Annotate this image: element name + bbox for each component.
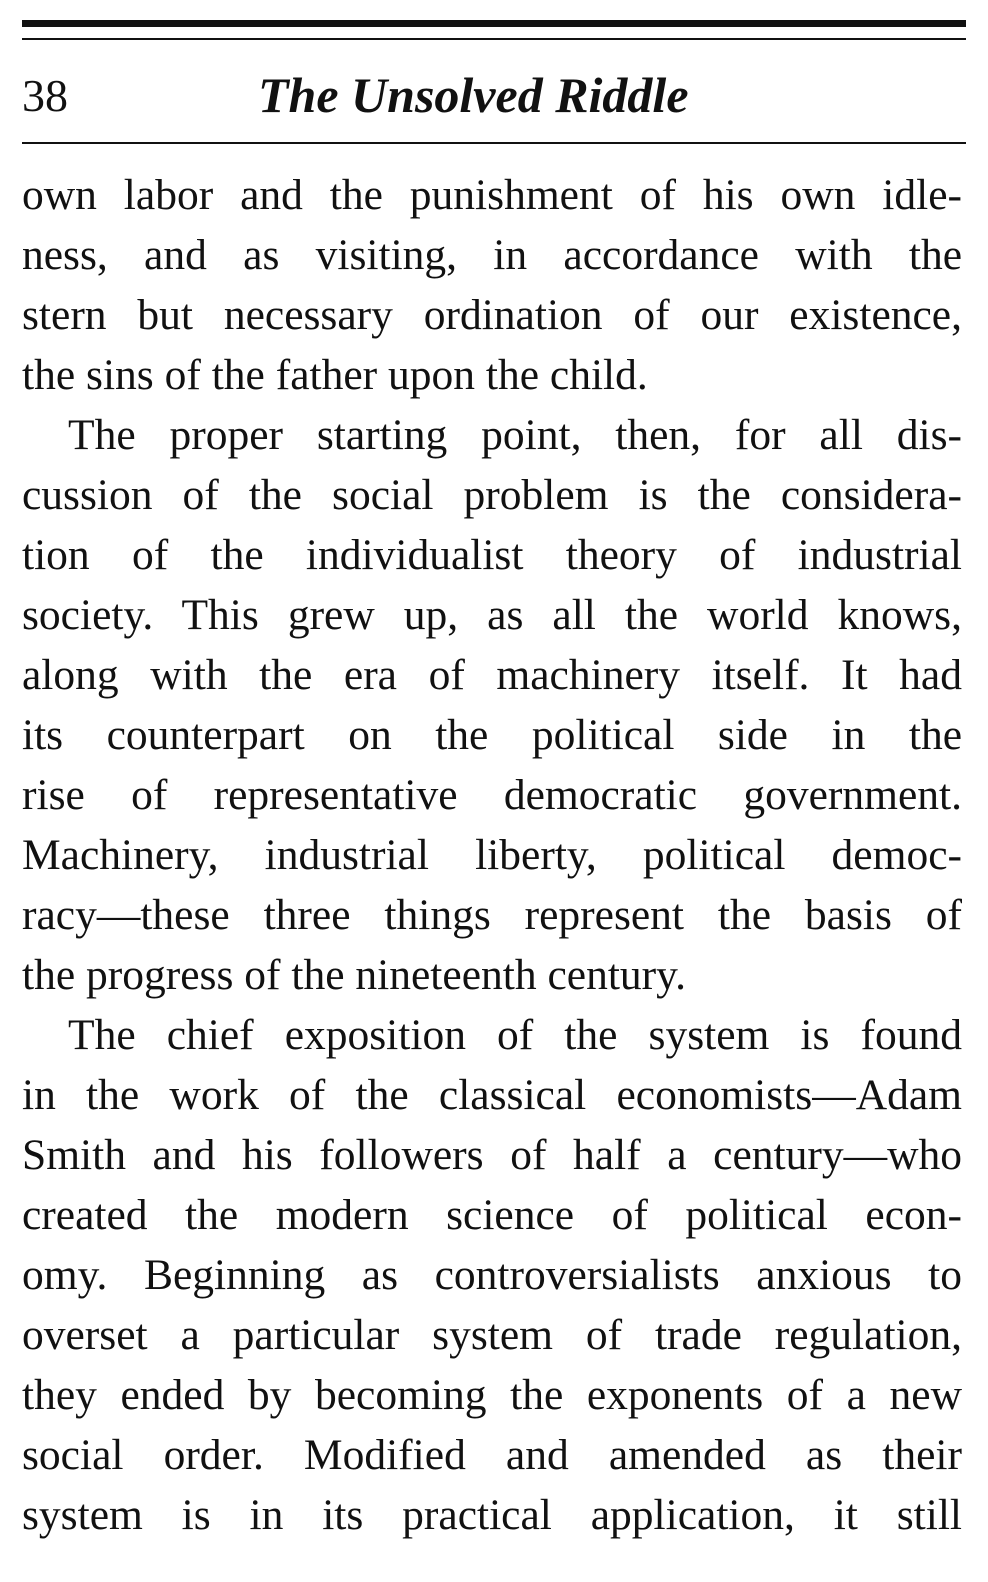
text-line: society. This grew up, as all the world knows, <box>22 591 962 639</box>
text-line: omy. Beginning as controversialists anxious to <box>22 1251 962 1299</box>
text-line: along with the era of machinery itself. It had <box>22 651 962 699</box>
text-line: overset a particular system of trade regulation, <box>22 1311 962 1359</box>
text-line: system is in its practical application, it still <box>22 1491 962 1539</box>
text-line: own labor and the punishment of his own idle- <box>22 171 962 219</box>
text-line: racy—these three things represent the basis of <box>22 891 962 939</box>
header-rule-thin <box>22 38 966 40</box>
page-header <box>22 60 966 130</box>
text-line: stern but necessary ordination of our existence, <box>22 291 962 339</box>
header-rule-thick <box>22 20 966 27</box>
text-line: social order. Modified and amended as their <box>22 1431 962 1479</box>
text-line: ness, and as visiting, in accordance with the <box>22 231 962 279</box>
text-line: The chief exposition of the system is found <box>68 1011 962 1059</box>
text-line: its counterpart on the political side in the <box>22 711 962 759</box>
text-line: rise of representative democratic government. <box>22 771 962 819</box>
text-line: Machinery, industrial liberty, political democ- <box>22 831 962 879</box>
text-line: Smith and his followers of half a century—who <box>22 1131 962 1179</box>
text-line: created the modern science of political econ- <box>22 1191 962 1239</box>
text-line: tion of the individualist theory of industrial <box>22 531 962 579</box>
text-line: the sins of the father upon the child. <box>22 351 648 399</box>
page-number: 38 <box>22 70 68 121</box>
text-line: cussion of the social problem is the considera- <box>22 471 962 519</box>
text-line: the progress of the nineteenth century. <box>22 951 686 999</box>
text-line: they ended by becoming the exponents of a new <box>22 1371 962 1419</box>
text-line: in the work of the classical economists—Adam <box>22 1071 962 1119</box>
header-rule-bottom <box>22 142 966 144</box>
running-head: The Unsolved Riddle <box>258 67 689 123</box>
body-text <box>22 165 962 1545</box>
text-line: The proper starting point, then, for all dis- <box>68 411 962 459</box>
